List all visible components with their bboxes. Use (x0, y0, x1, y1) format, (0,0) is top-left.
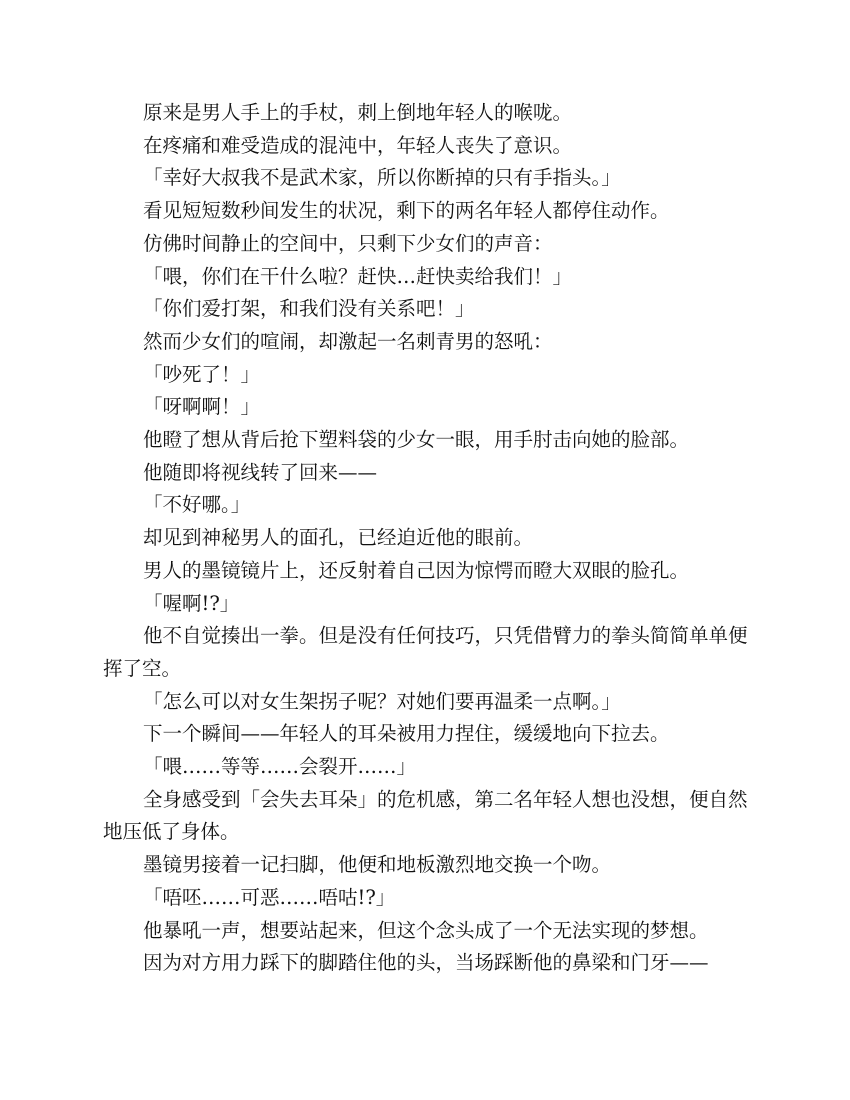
paragraph: 「喔啊!?」 (143, 591, 240, 615)
paragraph: 「喂……等等……会裂开……」 (143, 755, 417, 779)
paragraph: 下一个瞬间——年轻人的耳朵被用力捏住，缓缓地向下拉去。 (143, 722, 670, 746)
paragraph: 原来是男人手上的手杖，刺上倒地年轻人的喉咙。 (143, 101, 573, 124)
paragraph: 全身感受到「会失去耳朵」的危机感，第二名年轻人想也没想，便自然地压低了身体。 (103, 787, 748, 844)
paragraph: 因为对方用力踩下的脚踏住他的头，当场踩断他的鼻梁和门牙—— (143, 951, 709, 975)
paragraph: 「呀啊啊！」 (143, 395, 261, 419)
paragraph: 「你们爱打架，和我们没有关系吧！」 (143, 297, 475, 321)
paragraph: 他瞪了想从背后抢下塑料袋的少女一眼，用手肘击向她的脸部。 (143, 428, 690, 452)
paragraph: 仿佛时间静止的空间中，只剩下少女们的声音： (143, 231, 553, 255)
paragraph: 却见到神秘男人的面孔，已经迫近他的眼前。 (143, 526, 534, 550)
paragraph: 他不自觉揍出一拳。但是没有任何技巧，只凭借臂力的拳头简简单单便挥了空。 (103, 624, 748, 680)
paragraph: 「唔呸……可恶……唔咕!?」 (143, 885, 396, 909)
paragraph: 「喂，你们在干什么啦？赶快…赶快卖给我们！」 (143, 264, 573, 288)
paragraph: 墨镜男接着一记扫脚，他便和地板激烈地交换一个吻。 (143, 853, 612, 877)
paragraph: 他暴吼一声，想要站起来，但这个念头成了一个无法实现的梦想。 (143, 918, 709, 942)
paragraph: 他随即将视线转了回来—— (143, 460, 378, 484)
paragraph: 看见短短数秒间发生的状况，剩下的两名年轻人都停住动作。 (143, 199, 670, 223)
paragraph: 然而少女们的喧闹，却激起一名刺青男的怒吼： (143, 329, 553, 353)
text-body (103, 97, 748, 980)
paragraph: 「怎么可以对女生架拐子呢？对她们要再温柔一点啊。」 (143, 689, 621, 713)
paragraph: 「吵死了！」 (143, 362, 261, 386)
paragraph: 「幸好大叔我不是武术家，所以你断掉的只有手指头。」 (143, 166, 621, 190)
paragraph: 男人的墨镜镜片上，还反射着自己因为惊愕而瞪大双眼的脸孔。 (143, 558, 690, 582)
paragraph: 「不好哪。」 (143, 493, 251, 517)
paragraph: 在疼痛和难受造成的混沌中，年轻人丧失了意识。 (143, 133, 573, 157)
